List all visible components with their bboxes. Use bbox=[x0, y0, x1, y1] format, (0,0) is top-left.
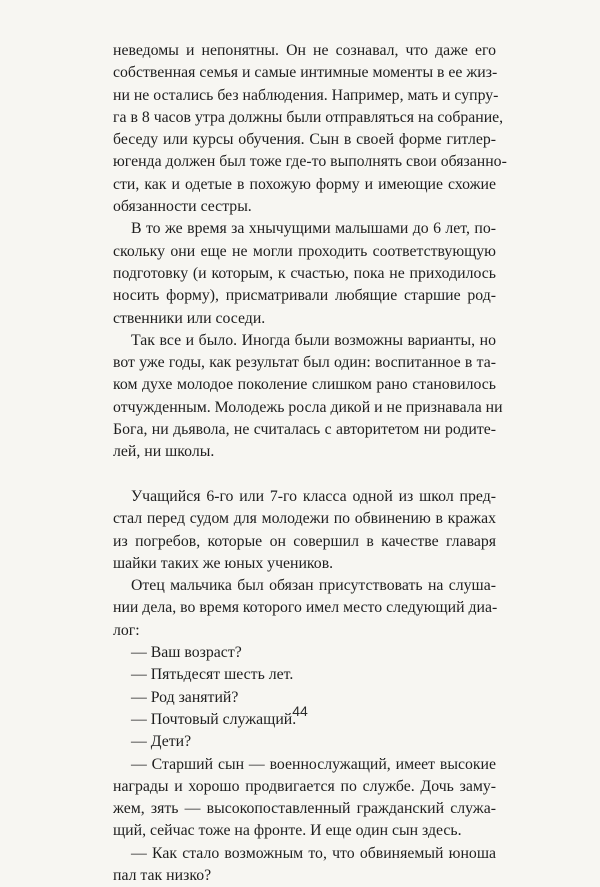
text-line: Так все и было. Иногда были возможны варианты, но bbox=[131, 331, 496, 349]
dialogue-line: — Дети? bbox=[131, 733, 192, 751]
text-line: вот уже годы, как результат был один: воспитанное в та- bbox=[113, 354, 496, 372]
text-line: подготовку (и которым, к счастью, пока не приходилось bbox=[113, 264, 496, 282]
text-line: га в 8 часов утра должны были отправляться на собрание, bbox=[113, 108, 504, 126]
dialogue-line: — Ваш возраст? bbox=[131, 644, 242, 662]
text-line: ни не остались без наблюдения. Например, мать и супру- bbox=[113, 86, 499, 104]
text-line: скольку они еще не могли проходить соответствующую bbox=[113, 242, 496, 260]
text-line: обязанности сестры. bbox=[113, 198, 252, 216]
dialogue-line: — Как стало возможным то, что обвиняемый юноша bbox=[131, 844, 496, 862]
text-line: из погребов, которые он совершил в качестве главаря bbox=[113, 532, 496, 550]
text-page bbox=[113, 40, 507, 887]
text-line: лей, ни школы. bbox=[113, 443, 215, 461]
text-line: югенда должен был тоже где-то выполнять свои обязанно- bbox=[113, 153, 507, 171]
text-line: Учащийся 6-го или 7-го класса одной из школ пред- bbox=[131, 487, 496, 505]
section-break bbox=[113, 464, 496, 486]
page-number: 44 bbox=[292, 703, 308, 719]
dialogue-line: — Почтовый служащий. bbox=[131, 710, 297, 728]
text-line: собственная семья и самые интимные моменты в ее жиз- bbox=[113, 64, 498, 82]
text-line: носить форму), присматривали любящие старшие род- bbox=[113, 287, 496, 305]
text-line: щий, сейчас тоже на фронте. И еще один сын здесь. bbox=[113, 822, 462, 840]
dialogue-line: — Пятьдесят шесть лет. bbox=[131, 666, 294, 684]
text-line: жем, зять — высокопоставленный гражданский служа- bbox=[113, 800, 496, 818]
dialogue-line: — Старший сын — военнослужащий, имеет высокие bbox=[131, 755, 496, 773]
text-line: неведомы и непонятны. Он не сознавал, что даже его bbox=[113, 42, 496, 59]
text-line: лог: bbox=[113, 621, 140, 639]
text-line: стал перед судом для молодежи по обвинению в кражах bbox=[113, 510, 496, 528]
text-line: В то же время за хнычущими малышами до 6 лет, по- bbox=[131, 220, 496, 238]
text-line: ком духе молодое поколение слишком рано становилось bbox=[113, 376, 496, 394]
text-line: беседу или курсы обучения. Сын в своей форме гитлер- bbox=[113, 131, 496, 149]
dialogue-line: — Род занятий? bbox=[131, 688, 239, 706]
text-line: нии дела, во время которого имел место следующий диа- bbox=[113, 599, 498, 617]
text-line: Отец мальчика был обязан присутствовать на слуша- bbox=[131, 577, 496, 595]
text-line: шайки таких же юных учеников. bbox=[113, 554, 334, 572]
text-line: награды и хорошо продвигается по службе. Дочь заму- bbox=[113, 777, 496, 795]
text-line: ственники или соседи. bbox=[113, 309, 266, 327]
text-line: Бога, ни дьявола, не считалась с авторитетом ни родите- bbox=[113, 421, 496, 439]
text-line: сти, как и одетые в похожую форму и имеющие схожие bbox=[113, 175, 496, 193]
text-line: отчужденным. Молодежь росла дикой и не признавала ни bbox=[113, 398, 503, 416]
text-line: пал так низко? bbox=[113, 866, 212, 884]
